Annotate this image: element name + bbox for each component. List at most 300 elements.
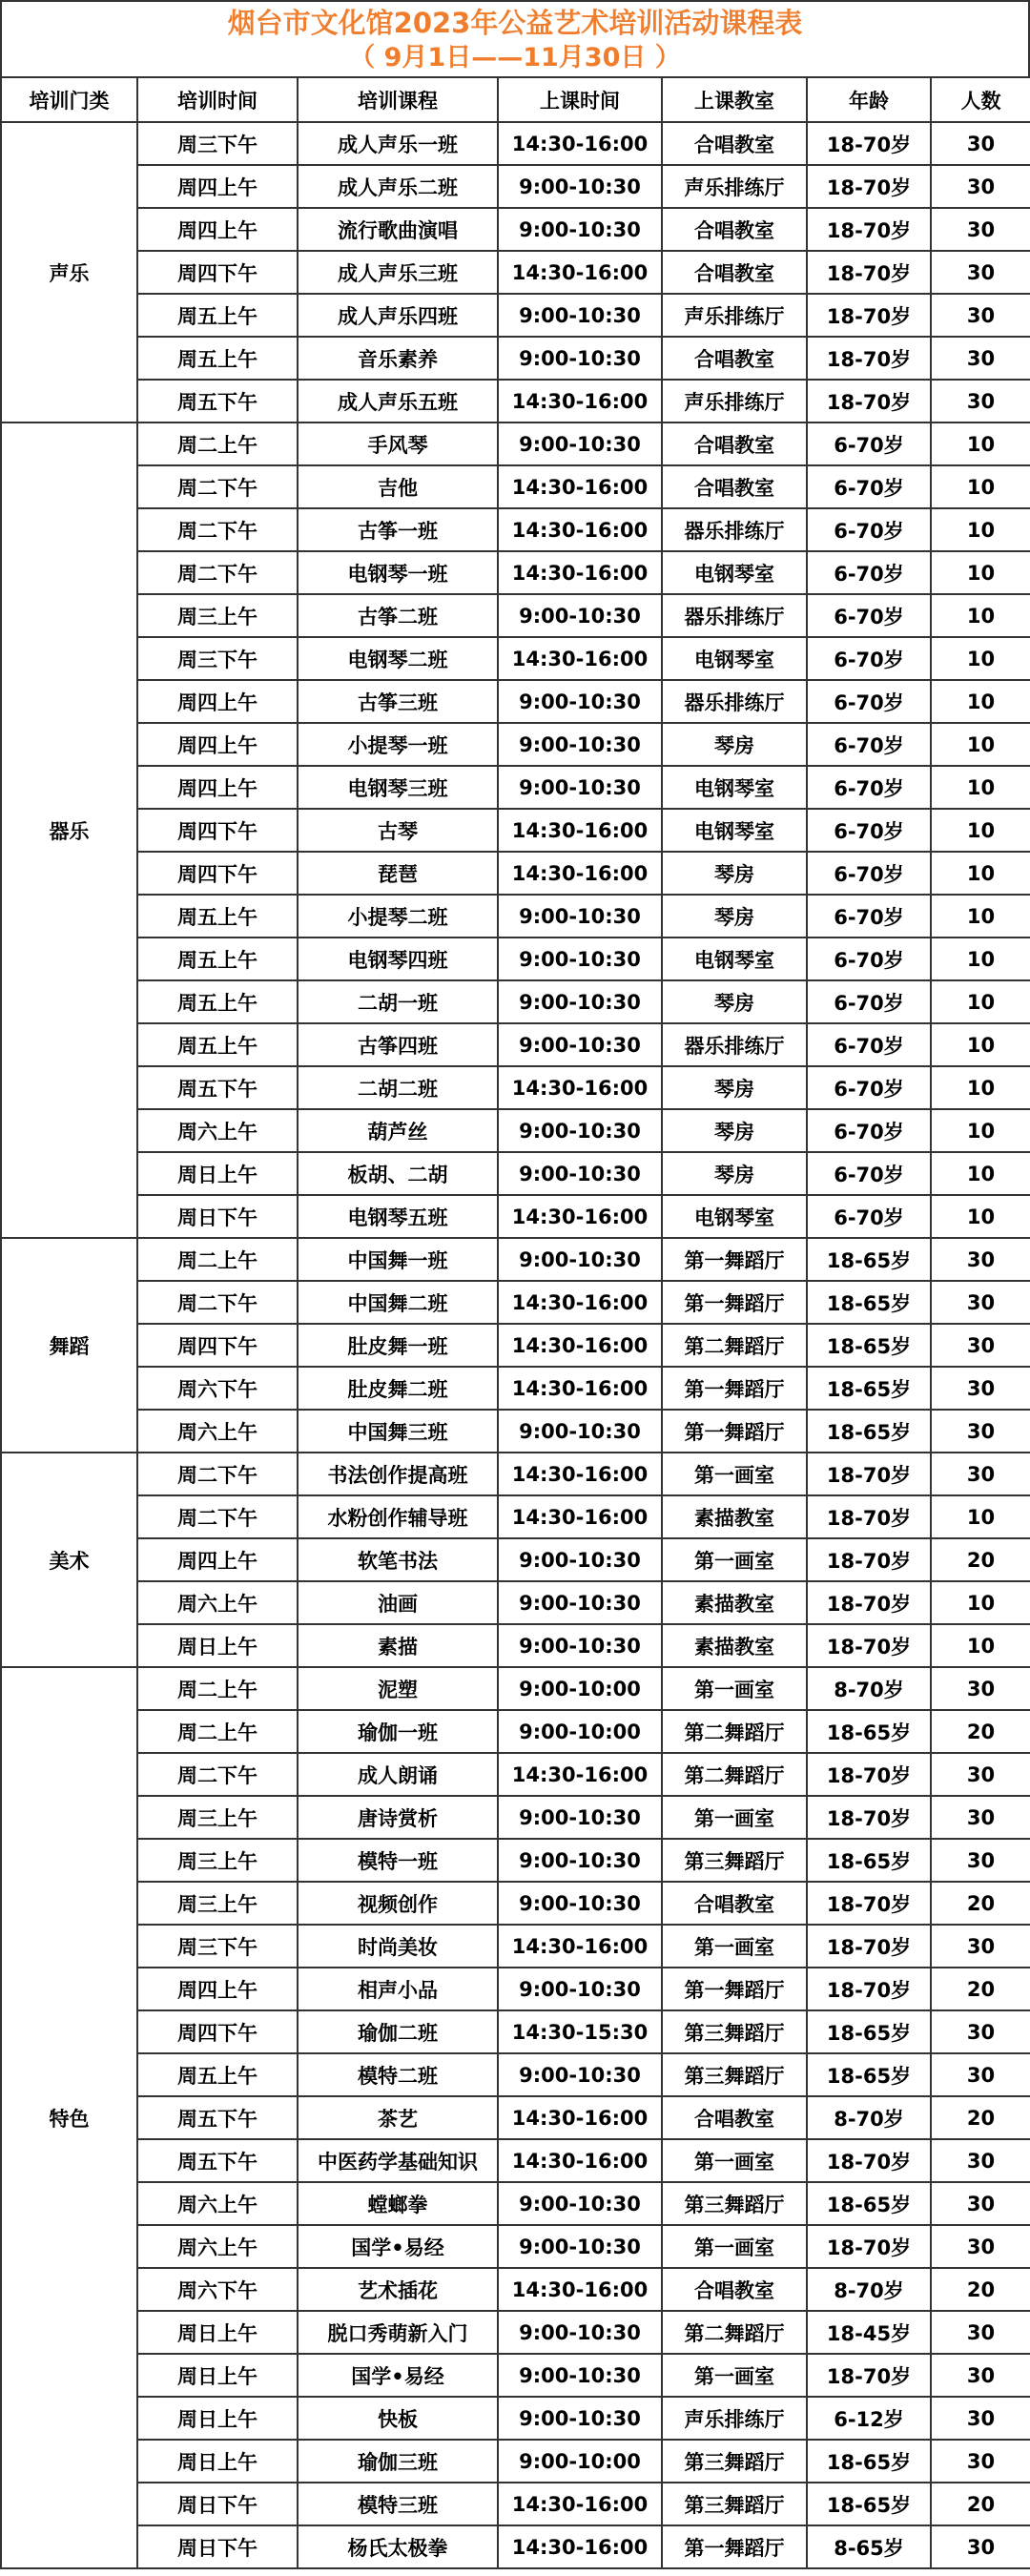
course-cell: 快板: [298, 2397, 498, 2440]
training-time-cell: 周四下午: [137, 251, 298, 294]
classroom-cell: 琴房: [662, 852, 807, 895]
age-cell: 18-70岁: [807, 1968, 931, 2010]
capacity-cell: 10: [931, 852, 1030, 895]
class-time-cell: 9:00-10:30: [498, 1968, 662, 2010]
age-cell: 18-70岁: [807, 2139, 931, 2182]
course-cell: 吉他: [298, 465, 498, 508]
age-cell: 6-70岁: [807, 422, 931, 465]
table-row: [1, 422, 1030, 465]
class-time-cell: 9:00-10:30: [498, 1882, 662, 1925]
age-cell: 18-65岁: [807, 1410, 931, 1453]
course-cell: 成人声乐三班: [298, 251, 498, 294]
training-time-cell: 周六上午: [137, 1410, 298, 1453]
course-cell: 中国舞一班: [298, 1238, 498, 1281]
category-cell: 美术: [1, 1453, 137, 1667]
age-cell: 6-70岁: [807, 637, 931, 680]
table-row: [1, 1882, 1030, 1925]
course-cell: 小提琴一班: [298, 723, 498, 766]
training-time-cell: 周二下午: [137, 1753, 298, 1796]
header-course: 培训课程: [298, 77, 498, 122]
training-time-cell: 周日上午: [137, 2354, 298, 2397]
training-time-cell: 周日上午: [137, 2311, 298, 2354]
capacity-cell: 10: [931, 809, 1030, 852]
class-time-cell: 14:30-16:00: [498, 1753, 662, 1796]
classroom-cell: 电钢琴室: [662, 551, 807, 594]
classroom-cell: 第一画室: [662, 1925, 807, 1968]
training-time-cell: 周六下午: [137, 1367, 298, 1410]
training-time-cell: 周六下午: [137, 2268, 298, 2311]
course-cell: 手风琴: [298, 422, 498, 465]
class-time-cell: 14:30-16:00: [498, 2483, 662, 2525]
course-cell: 电钢琴一班: [298, 551, 498, 594]
capacity-cell: 30: [931, 2525, 1030, 2568]
class-time-cell: 9:00-10:30: [498, 1238, 662, 1281]
schedule-table: [0, 76, 1030, 2569]
table-row: [1, 465, 1030, 508]
training-time-cell: 周五下午: [137, 2096, 298, 2139]
course-cell: 古筝四班: [298, 1023, 498, 1066]
training-time-cell: 周三下午: [137, 122, 298, 165]
training-time-cell: 周日下午: [137, 2525, 298, 2568]
class-time-cell: 9:00-10:30: [498, 938, 662, 980]
course-cell: 成人声乐五班: [298, 380, 498, 422]
table-row: [1, 1667, 1030, 1710]
category-cell: 舞蹈: [1, 1238, 137, 1453]
header-training-time: 培训时间: [137, 77, 298, 122]
training-time-cell: 周三上午: [137, 1882, 298, 1925]
age-cell: 18-65岁: [807, 2010, 931, 2053]
class-time-cell: 9:00-10:00: [498, 1667, 662, 1710]
course-cell: 茶艺: [298, 2096, 498, 2139]
age-cell: 18-70岁: [807, 294, 931, 337]
age-cell: 6-70岁: [807, 980, 931, 1023]
age-cell: 18-45岁: [807, 2311, 931, 2354]
classroom-cell: 器乐排练厅: [662, 594, 807, 637]
capacity-cell: 30: [931, 2397, 1030, 2440]
capacity-cell: 20: [931, 2483, 1030, 2525]
capacity-cell: 30: [931, 1667, 1030, 1710]
course-cell: 瑜伽一班: [298, 1710, 498, 1753]
class-time-cell: 9:00-10:30: [498, 1410, 662, 1453]
age-cell: 18-65岁: [807, 1839, 931, 1882]
class-time-cell: 14:30-16:00: [498, 2139, 662, 2182]
table-row: [1, 594, 1030, 637]
course-cell: 时尚美妆: [298, 1925, 498, 1968]
header-category: 培训门类: [1, 77, 137, 122]
table-row: [1, 1968, 1030, 2010]
age-cell: 18-70岁: [807, 337, 931, 380]
age-cell: 6-70岁: [807, 938, 931, 980]
capacity-cell: 10: [931, 895, 1030, 938]
class-time-cell: 14:30-16:00: [498, 1453, 662, 1495]
classroom-cell: 第一舞蹈厅: [662, 1410, 807, 1453]
class-time-cell: 9:00-10:30: [498, 766, 662, 809]
course-cell: 模特一班: [298, 1839, 498, 1882]
classroom-cell: 第一画室: [662, 1453, 807, 1495]
class-time-cell: 14:30-16:00: [498, 2096, 662, 2139]
training-time-cell: 周日下午: [137, 2483, 298, 2525]
course-cell: 成人声乐一班: [298, 122, 498, 165]
course-cell: 葫芦丝: [298, 1109, 498, 1152]
class-time-cell: 9:00-10:30: [498, 1624, 662, 1667]
age-cell: 6-70岁: [807, 508, 931, 551]
age-cell: 6-70岁: [807, 809, 931, 852]
classroom-cell: 第一舞蹈厅: [662, 1238, 807, 1281]
classroom-cell: 第三舞蹈厅: [662, 2182, 807, 2225]
class-time-cell: 14:30-16:00: [498, 1281, 662, 1324]
course-cell: 视频创作: [298, 1882, 498, 1925]
age-cell: 18-70岁: [807, 1495, 931, 1538]
training-time-cell: 周六上午: [137, 2182, 298, 2225]
class-time-cell: 14:30-16:00: [498, 2268, 662, 2311]
capacity-cell: 30: [931, 165, 1030, 208]
age-cell: 18-65岁: [807, 2483, 931, 2525]
course-cell: 成人声乐二班: [298, 165, 498, 208]
training-time-cell: 周四上午: [137, 1538, 298, 1581]
class-time-cell: 9:00-10:30: [498, 165, 662, 208]
table-row: [1, 1925, 1030, 1968]
classroom-cell: 第一舞蹈厅: [662, 1281, 807, 1324]
training-time-cell: 周二上午: [137, 1238, 298, 1281]
course-cell: 相声小品: [298, 1968, 498, 2010]
capacity-cell: 10: [931, 1495, 1030, 1538]
training-time-cell: 周三下午: [137, 1925, 298, 1968]
age-cell: 6-70岁: [807, 1023, 931, 1066]
table-row: [1, 2397, 1030, 2440]
table-row: [1, 1538, 1030, 1581]
age-cell: 6-70岁: [807, 723, 931, 766]
course-cell: 模特二班: [298, 2053, 498, 2096]
classroom-cell: 琴房: [662, 980, 807, 1023]
capacity-cell: 30: [931, 1453, 1030, 1495]
age-cell: 6-70岁: [807, 551, 931, 594]
capacity-cell: 30: [931, 2440, 1030, 2483]
age-cell: 6-70岁: [807, 1152, 931, 1195]
training-time-cell: 周四下午: [137, 809, 298, 852]
training-time-cell: 周三上午: [137, 1796, 298, 1839]
table-row: [1, 508, 1030, 551]
classroom-cell: 合唱教室: [662, 1882, 807, 1925]
class-time-cell: 9:00-10:30: [498, 1581, 662, 1624]
classroom-cell: 素描教室: [662, 1581, 807, 1624]
class-time-cell: 9:00-10:30: [498, 723, 662, 766]
classroom-cell: 素描教室: [662, 1495, 807, 1538]
capacity-cell: 10: [931, 465, 1030, 508]
classroom-cell: 第三舞蹈厅: [662, 2010, 807, 2053]
age-cell: 6-70岁: [807, 680, 931, 723]
training-time-cell: 周六上午: [137, 1581, 298, 1624]
class-time-cell: 14:30-16:00: [498, 1495, 662, 1538]
class-time-cell: 14:30-16:00: [498, 809, 662, 852]
schedule-body: [1, 122, 1030, 2568]
course-cell: 成人朗诵: [298, 1753, 498, 1796]
course-cell: 软笔书法: [298, 1538, 498, 1581]
classroom-cell: 声乐排练厅: [662, 294, 807, 337]
table-row: [1, 1624, 1030, 1667]
class-time-cell: 14:30-16:00: [498, 465, 662, 508]
course-cell: 国学•易经: [298, 2354, 498, 2397]
classroom-cell: 合唱教室: [662, 2268, 807, 2311]
class-time-cell: 9:00-10:30: [498, 337, 662, 380]
training-time-cell: 周二下午: [137, 1453, 298, 1495]
classroom-cell: 琴房: [662, 1109, 807, 1152]
age-cell: 6-70岁: [807, 766, 931, 809]
training-time-cell: 周五下午: [137, 2139, 298, 2182]
age-cell: 6-70岁: [807, 852, 931, 895]
classroom-cell: 合唱教室: [662, 422, 807, 465]
training-time-cell: 周四上午: [137, 1968, 298, 2010]
classroom-cell: 第一画室: [662, 1667, 807, 1710]
course-cell: 唐诗赏析: [298, 1796, 498, 1839]
course-cell: 古筝一班: [298, 508, 498, 551]
class-time-cell: 9:00-10:30: [498, 2397, 662, 2440]
classroom-cell: 第二舞蹈厅: [662, 1753, 807, 1796]
table-row: [1, 1453, 1030, 1495]
age-cell: 18-70岁: [807, 1538, 931, 1581]
capacity-cell: 10: [931, 1023, 1030, 1066]
classroom-cell: 琴房: [662, 1152, 807, 1195]
classroom-cell: 第一舞蹈厅: [662, 1968, 807, 2010]
table-row: [1, 2010, 1030, 2053]
age-cell: 6-12岁: [807, 2397, 931, 2440]
training-time-cell: 周日上午: [137, 1152, 298, 1195]
classroom-cell: 第一画室: [662, 2225, 807, 2268]
training-time-cell: 周四上午: [137, 165, 298, 208]
class-time-cell: 9:00-10:30: [498, 208, 662, 251]
class-time-cell: 14:30-16:00: [498, 1066, 662, 1109]
course-cell: 中医药学基础知识: [298, 2139, 498, 2182]
table-row: [1, 637, 1030, 680]
age-cell: 18-70岁: [807, 2225, 931, 2268]
course-cell: 古筝二班: [298, 594, 498, 637]
age-cell: 18-70岁: [807, 1753, 931, 1796]
table-row: [1, 2139, 1030, 2182]
age-cell: 18-70岁: [807, 1624, 931, 1667]
class-time-cell: 14:30-16:00: [498, 122, 662, 165]
classroom-cell: 电钢琴室: [662, 938, 807, 980]
classroom-cell: 第一舞蹈厅: [662, 1367, 807, 1410]
capacity-cell: 30: [931, 380, 1030, 422]
course-cell: 音乐素养: [298, 337, 498, 380]
capacity-cell: 30: [931, 1796, 1030, 1839]
course-cell: 电钢琴三班: [298, 766, 498, 809]
training-time-cell: 周四上午: [137, 208, 298, 251]
table-row: [1, 680, 1030, 723]
class-time-cell: 9:00-10:30: [498, 1023, 662, 1066]
course-cell: 古筝三班: [298, 680, 498, 723]
course-cell: 板胡、二胡: [298, 1152, 498, 1195]
age-cell: 18-70岁: [807, 208, 931, 251]
course-cell: 中国舞二班: [298, 1281, 498, 1324]
capacity-cell: 20: [931, 2268, 1030, 2311]
capacity-cell: 30: [931, 1281, 1030, 1324]
table-row: [1, 2354, 1030, 2397]
table-row: [1, 2311, 1030, 2354]
capacity-cell: 30: [931, 1753, 1030, 1796]
capacity-cell: 30: [931, 2182, 1030, 2225]
table-row: [1, 1324, 1030, 1367]
class-time-cell: 9:00-10:30: [498, 1538, 662, 1581]
capacity-cell: 10: [931, 508, 1030, 551]
table-row: [1, 2440, 1030, 2483]
training-time-cell: 周五上午: [137, 895, 298, 938]
classroom-cell: 合唱教室: [662, 251, 807, 294]
class-time-cell: 14:30-16:00: [498, 852, 662, 895]
training-time-cell: 周三下午: [137, 637, 298, 680]
class-time-cell: 9:00-10:30: [498, 2182, 662, 2225]
header-capacity: 人数: [931, 77, 1030, 122]
age-cell: 18-70岁: [807, 122, 931, 165]
class-time-cell: 14:30-16:00: [498, 551, 662, 594]
category-cell: 特色: [1, 1667, 137, 2568]
training-time-cell: 周六上午: [137, 2225, 298, 2268]
capacity-cell: 30: [931, 2010, 1030, 2053]
class-time-cell: 9:00-10:30: [498, 594, 662, 637]
classroom-cell: 合唱教室: [662, 2096, 807, 2139]
classroom-cell: 第一画室: [662, 2354, 807, 2397]
capacity-cell: 30: [931, 294, 1030, 337]
classroom-cell: 第二舞蹈厅: [662, 1324, 807, 1367]
capacity-cell: 30: [931, 2311, 1030, 2354]
training-time-cell: 周日上午: [137, 2440, 298, 2483]
capacity-cell: 30: [931, 1238, 1030, 1281]
course-cell: 琵琶: [298, 852, 498, 895]
classroom-cell: 第一画室: [662, 1538, 807, 1581]
class-time-cell: 9:00-10:30: [498, 680, 662, 723]
class-time-cell: 14:30-16:00: [498, 380, 662, 422]
capacity-cell: 30: [931, 1839, 1030, 1882]
training-time-cell: 周五下午: [137, 1066, 298, 1109]
capacity-cell: 10: [931, 594, 1030, 637]
table-row: [1, 895, 1030, 938]
course-cell: 小提琴二班: [298, 895, 498, 938]
table-row: [1, 551, 1030, 594]
table-row: [1, 809, 1030, 852]
classroom-cell: 第三舞蹈厅: [662, 1839, 807, 1882]
class-time-cell: 14:30-16:00: [498, 2525, 662, 2568]
table-row: [1, 1710, 1030, 1753]
class-time-cell: 9:00-10:00: [498, 2440, 662, 2483]
capacity-cell: 30: [931, 2354, 1030, 2397]
age-cell: 6-70岁: [807, 895, 931, 938]
classroom-cell: 琴房: [662, 723, 807, 766]
capacity-cell: 30: [931, 2225, 1030, 2268]
capacity-cell: 10: [931, 422, 1030, 465]
table-row: [1, 1195, 1030, 1238]
capacity-cell: 10: [931, 551, 1030, 594]
class-time-cell: 9:00-10:30: [498, 895, 662, 938]
training-time-cell: 周二下午: [137, 1495, 298, 1538]
capacity-cell: 10: [931, 980, 1030, 1023]
age-cell: 8-70岁: [807, 2268, 931, 2311]
course-cell: 素描: [298, 1624, 498, 1667]
course-cell: 肚皮舞二班: [298, 1367, 498, 1410]
age-cell: 18-70岁: [807, 1581, 931, 1624]
training-time-cell: 周四上午: [137, 766, 298, 809]
course-cell: 电钢琴四班: [298, 938, 498, 980]
training-time-cell: 周三上午: [137, 1839, 298, 1882]
capacity-cell: 30: [931, 2139, 1030, 2182]
classroom-cell: 素描教室: [662, 1624, 807, 1667]
classroom-cell: 第一舞蹈厅: [662, 2525, 807, 2568]
class-time-cell: 14:30-16:00: [498, 1367, 662, 1410]
classroom-cell: 合唱教室: [662, 208, 807, 251]
table-row: [1, 1109, 1030, 1152]
class-time-cell: 9:00-10:30: [498, 1152, 662, 1195]
age-cell: 18-70岁: [807, 1796, 931, 1839]
course-cell: 国学•易经: [298, 2225, 498, 2268]
header-classroom: 上课教室: [662, 77, 807, 122]
age-cell: 6-70岁: [807, 594, 931, 637]
classroom-cell: 电钢琴室: [662, 809, 807, 852]
class-time-cell: 14:30-16:00: [498, 251, 662, 294]
capacity-cell: 20: [931, 2096, 1030, 2139]
table-row: [1, 1152, 1030, 1195]
training-time-cell: 周日下午: [137, 1195, 298, 1238]
capacity-cell: 10: [931, 938, 1030, 980]
classroom-cell: 合唱教室: [662, 337, 807, 380]
training-time-cell: 周五上午: [137, 938, 298, 980]
capacity-cell: 10: [931, 1624, 1030, 1667]
training-time-cell: 周五上午: [137, 294, 298, 337]
capacity-cell: 10: [931, 1152, 1030, 1195]
capacity-cell: 20: [931, 1882, 1030, 1925]
table-row: [1, 294, 1030, 337]
class-time-cell: 9:00-10:00: [498, 1710, 662, 1753]
course-cell: 书法创作提高班: [298, 1453, 498, 1495]
training-time-cell: 周二下午: [137, 1281, 298, 1324]
table-row: [1, 1495, 1030, 1538]
table-row: [1, 938, 1030, 980]
course-cell: 成人声乐四班: [298, 294, 498, 337]
course-cell: 二胡二班: [298, 1066, 498, 1109]
table-row: [1, 2096, 1030, 2139]
training-time-cell: 周四上午: [137, 723, 298, 766]
age-cell: 18-70岁: [807, 165, 931, 208]
training-time-cell: 周四下午: [137, 852, 298, 895]
table-row: [1, 1839, 1030, 1882]
table-row: [1, 1581, 1030, 1624]
course-cell: 模特三班: [298, 2483, 498, 2525]
header-class-time: 上课时间: [498, 77, 662, 122]
table-row: [1, 2268, 1030, 2311]
age-cell: 18-65岁: [807, 2053, 931, 2096]
table-row: [1, 980, 1030, 1023]
course-cell: 二胡一班: [298, 980, 498, 1023]
header-row: [1, 77, 1030, 122]
table-row: [1, 337, 1030, 380]
course-cell: 古琴: [298, 809, 498, 852]
class-time-cell: 14:30-16:00: [498, 1195, 662, 1238]
age-cell: 18-70岁: [807, 1925, 931, 1968]
training-time-cell: 周四下午: [137, 1324, 298, 1367]
capacity-cell: 20: [931, 1968, 1030, 2010]
training-time-cell: 周二上午: [137, 422, 298, 465]
classroom-cell: 器乐排练厅: [662, 1023, 807, 1066]
age-cell: 18-65岁: [807, 1710, 931, 1753]
training-time-cell: 周五上午: [137, 2053, 298, 2096]
course-cell: 瑜伽三班: [298, 2440, 498, 2483]
capacity-cell: 10: [931, 1581, 1030, 1624]
training-time-cell: 周二下午: [137, 551, 298, 594]
age-cell: 8-70岁: [807, 1667, 931, 1710]
course-cell: 油画: [298, 1581, 498, 1624]
course-cell: 脱口秀萌新入门: [298, 2311, 498, 2354]
course-cell: 泥塑: [298, 1667, 498, 1710]
classroom-cell: 第二舞蹈厅: [662, 2311, 807, 2354]
age-cell: 18-65岁: [807, 1281, 931, 1324]
class-time-cell: 14:30-16:00: [498, 508, 662, 551]
